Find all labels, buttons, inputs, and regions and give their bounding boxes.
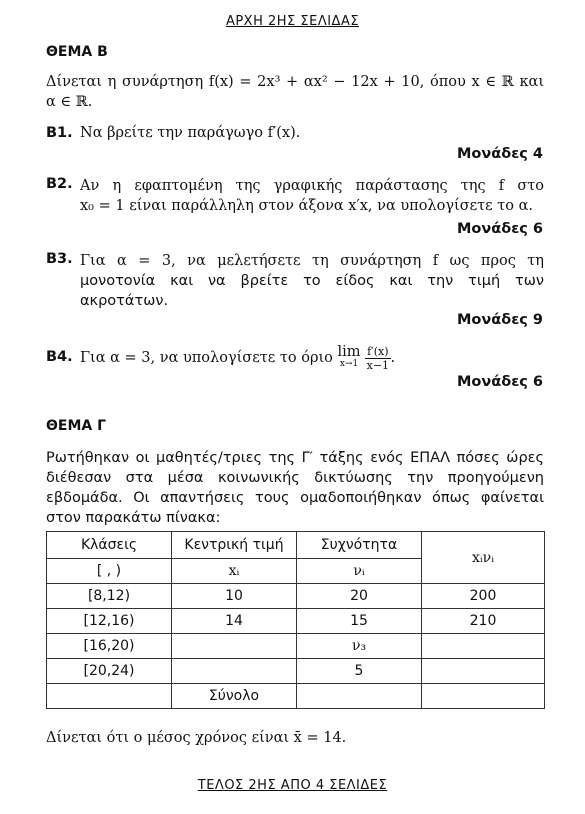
theme-b-intro-line1: Δίνεται η συνάρτηση f(x) = 2x³ + αx² − 12x + 10, όπου x ∈ ℝ και	[46, 74, 544, 90]
cell-product	[422, 659, 545, 684]
table-row	[47, 584, 545, 609]
header-center-sub: xᵢ	[172, 559, 297, 584]
cell-product: 200	[422, 584, 545, 609]
cell-total-label: Σύνολο	[172, 684, 297, 709]
b4-lim-word: lim	[337, 344, 361, 360]
theme-c-line1: Ρωτήθηκαν οι μαθητές/τριες της Γ′ τάξης ενός ΕΠΑΛ πόσες ώρες	[46, 450, 544, 466]
cell-class: [16,20)	[47, 634, 172, 659]
table-total-row	[47, 684, 545, 709]
theme-c-line4: στον παρακάτω πίνακα:	[46, 510, 221, 526]
b2-line1: Αν η εφαπτομένη της γραφικής παράστασης της f στο	[80, 178, 544, 194]
b3-line3: ακροτάτων.	[80, 293, 169, 309]
b3-label: Β3.	[46, 251, 73, 267]
header-frequency: Συχνότητα	[297, 532, 422, 559]
header-product: xᵢνᵢ	[422, 532, 545, 584]
b2-label: Β2.	[46, 176, 73, 192]
header-frequency-sub: νᵢ	[297, 559, 422, 584]
b2-marks: Μονάδες 6	[457, 221, 543, 237]
b3-line2: μονοτονία και να βρείτε το είδος και την τιμή των	[80, 273, 544, 289]
cell-center: 10	[172, 584, 297, 609]
table-row	[47, 659, 545, 684]
cell-frequency: 5	[297, 659, 422, 684]
b4-frac-num: f′(x)	[367, 344, 389, 358]
cell-center	[172, 659, 297, 684]
cell-class: [12,16)	[47, 609, 172, 634]
b1-text: Να βρείτε την παράγωγο f′(x).	[80, 125, 301, 141]
b3-marks: Μονάδες 9	[457, 312, 543, 328]
theme-b-intro-line2: α ∈ ℝ.	[46, 94, 93, 110]
b4-text: Για α = 3, να υπολογίσετε το όριο	[80, 350, 333, 366]
cell-frequency: 20	[297, 584, 422, 609]
b4-end: .	[390, 350, 396, 366]
b4-expression	[80, 340, 395, 376]
theme-c-line3: εβδομάδα. Οι απαντήσεις τους ομαδοποιήθηκαν όπως φαίνεται	[46, 490, 544, 506]
cell-frequency: 15	[297, 609, 422, 634]
cell-class: [8,12)	[47, 584, 172, 609]
cell-center: 14	[172, 609, 297, 634]
page-header: ΑΡΧΗ 2ΗΣ ΣΕΛΙΔΑΣ	[225, 14, 360, 29]
cell-center	[172, 634, 297, 659]
theme-c-mean-statement: Δίνεται ότι ο μέσος χρόνος είναι x̄ = 14.	[46, 730, 347, 746]
table-header-row	[47, 532, 545, 559]
b4-fraction	[365, 345, 390, 372]
b2-line2: x₀ = 1 είναι παράλληλη στον άξονα x′x, να υπολογίσετε το α.	[80, 198, 534, 214]
b4-limit	[338, 346, 361, 370]
cell-empty	[47, 684, 172, 709]
b1-label: Β1.	[46, 125, 73, 141]
theme-c-title: ΘΕΜΑ Γ	[46, 418, 107, 434]
cell-class: [20,24)	[47, 659, 172, 684]
page-footer: ΤΕΛΟΣ 2ΗΣ ΑΠΟ 4 ΣΕΛΙΔΕΣ	[197, 778, 388, 793]
header-classes: Κλάσεις	[47, 532, 172, 559]
b3-line1: Για α = 3, να μελετήσετε τη συνάρτηση f ως προς τη	[80, 253, 544, 269]
b4-frac-den: x−1	[366, 358, 390, 372]
header-classes-sub: [ , )	[47, 559, 172, 584]
b1-marks: Μονάδες 4	[457, 146, 543, 162]
cell-product: 210	[422, 609, 545, 634]
frequency-table	[46, 531, 545, 709]
cell-total-product	[422, 684, 545, 709]
b4-label: Β4.	[46, 349, 73, 365]
cell-frequency: ν₃	[297, 634, 422, 659]
theme-b-title: ΘΕΜΑ Β	[46, 44, 108, 60]
table-row	[47, 609, 545, 634]
cell-total-frequency	[297, 684, 422, 709]
cell-product	[422, 634, 545, 659]
theme-c-line2: διέθεσαν στα μέσα κοινωνικής δικτύωσης την προηγούμενη	[46, 470, 544, 486]
header-center: Κεντρική τιμή	[172, 532, 297, 559]
table-row	[47, 634, 545, 659]
b4-lim-sub: x→1	[339, 359, 359, 369]
b4-marks: Μονάδες 6	[457, 374, 543, 390]
